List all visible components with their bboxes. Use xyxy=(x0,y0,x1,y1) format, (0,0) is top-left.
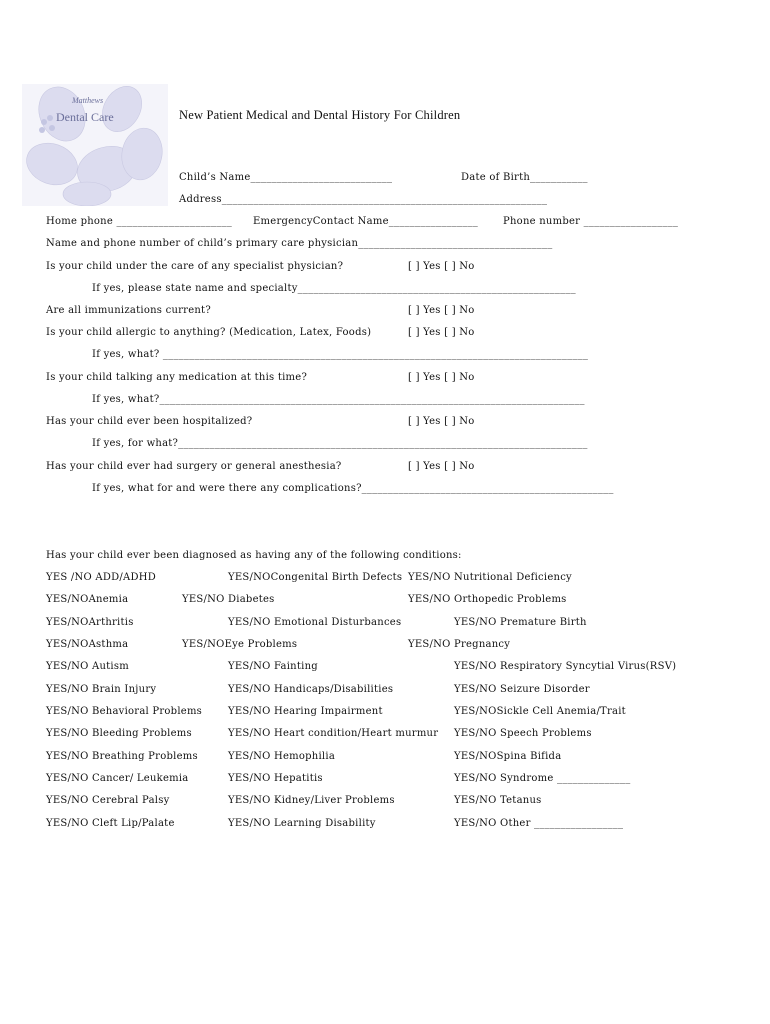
question-medication: Is your child talking any medication at this time? xyxy=(46,372,308,383)
condition-item[interactable]: YES/NO Seizure Disorder xyxy=(454,684,590,695)
condition-item[interactable]: YES/NO Cleft Lip/Palate xyxy=(46,818,175,829)
emergency-contact-field[interactable]: EmergencyContact Name_________________ xyxy=(253,216,478,227)
condition-item[interactable]: YES/NOSpina Bifida xyxy=(454,751,562,762)
condition-item[interactable]: YES/NO Emotional Disturbances xyxy=(228,617,402,628)
question-allergic: Is your child allergic to anything? (Medication, Latex, Foods) xyxy=(46,327,372,338)
condition-item[interactable]: YES/NOArthritis xyxy=(46,617,134,628)
condition-item[interactable]: YES/NO Orthopedic Problems xyxy=(408,594,567,605)
yes-no-checkbox[interactable]: [ ] Yes [ ] No xyxy=(408,261,475,272)
condition-item[interactable]: YES/NO Hepatitis xyxy=(228,773,323,784)
condition-item[interactable]: YES/NO Speech Problems xyxy=(454,728,592,739)
date-of-birth-field[interactable]: Date of Birth___________ xyxy=(461,172,588,183)
home-phone-field[interactable]: Home phone ______________________ xyxy=(46,216,232,227)
condition-item[interactable]: YES/NO Premature Birth xyxy=(454,617,587,628)
question-hospitalized: Has your child ever been hospitalized? xyxy=(46,416,253,427)
condition-item[interactable]: YES/NO Nutritional Deficiency xyxy=(408,572,572,583)
address-field[interactable]: Address______________________________________________________________ xyxy=(179,194,548,205)
condition-item[interactable]: YES/NO Pregnancy xyxy=(408,639,511,650)
medication-what-field[interactable]: If yes, what?_________________________________________________________________________________ xyxy=(92,394,585,405)
condition-item[interactable]: YES/NO Other _________________ xyxy=(454,818,624,829)
question-surgery: Has your child ever had surgery or general anesthesia? xyxy=(46,461,342,472)
condition-item[interactable]: YES/NOEye Problems xyxy=(182,639,298,650)
physician-field[interactable]: Name and phone number of child’s primary care physician_____________________________________ xyxy=(46,238,553,249)
allergy-what-field[interactable]: If yes, what? _________________________________________________________________________________ xyxy=(92,349,589,360)
conditions-heading: Has your child ever been diagnosed as having any of the following conditions: xyxy=(46,550,462,561)
condition-item[interactable]: YES/NOAnemia xyxy=(46,594,129,605)
question-immunizations: Are all immunizations current? xyxy=(46,305,211,316)
condition-item[interactable]: YES/NOCongenital Birth Defects xyxy=(228,572,403,583)
page-title: New Patient Medical and Dental History For Children xyxy=(179,108,461,122)
condition-item[interactable]: YES/NO Heart condition/Heart murmur xyxy=(228,728,439,739)
logo-practice-name: Dental Care xyxy=(56,110,114,124)
yes-no-checkbox[interactable]: [ ] Yes [ ] No xyxy=(408,305,475,316)
condition-item[interactable]: YES/NO Learning Disability xyxy=(228,818,376,829)
condition-item[interactable]: YES/NO Bleeding Problems xyxy=(46,728,192,739)
logo-script-text: Matthews xyxy=(72,96,104,105)
phone-number-field[interactable]: Phone number __________________ xyxy=(503,216,679,227)
condition-item[interactable]: YES/NO Autism xyxy=(46,661,129,672)
specialty-field[interactable]: If yes, please state name and specialty_____________________________________________________ xyxy=(92,283,576,294)
condition-item[interactable]: YES/NO Kidney/Liver Problems xyxy=(228,795,395,806)
yes-no-checkbox[interactable]: [ ] Yes [ ] No xyxy=(408,416,475,427)
hospitalized-for-what-field[interactable]: If yes, for what?______________________________________________________________________________ xyxy=(92,438,588,449)
condition-item[interactable]: YES/NOSickle Cell Anemia/Trait xyxy=(454,706,626,717)
yes-no-checkbox[interactable]: [ ] Yes [ ] No xyxy=(408,327,475,338)
condition-item[interactable]: YES/NO Cerebral Palsy xyxy=(46,795,170,806)
surgery-complications-field[interactable]: If yes, what for and were there any complications?________________________________________________ xyxy=(92,483,614,494)
child-name-field[interactable]: Child’s Name___________________________ xyxy=(179,172,393,183)
condition-item[interactable]: YES/NO Hemophilia xyxy=(228,751,336,762)
practice-logo xyxy=(22,84,168,206)
condition-item[interactable]: YES/NO Brain Injury xyxy=(46,684,157,695)
condition-item[interactable]: YES/NO Syndrome ______________ xyxy=(454,773,631,784)
question-specialist: Is your child under the care of any specialist physician? xyxy=(46,261,344,272)
condition-item[interactable]: YES/NO Handicaps/Disabilities xyxy=(228,684,394,695)
condition-item[interactable]: YES/NO Fainting xyxy=(228,661,318,672)
condition-item[interactable]: YES/NO Respiratory Syncytial Virus(RSV) xyxy=(454,661,677,672)
condition-item[interactable]: YES/NOAsthma xyxy=(46,639,129,650)
condition-item[interactable]: YES/NO Behavioral Problems xyxy=(46,706,203,717)
condition-item[interactable]: YES/NO Cancer/ Leukemia xyxy=(46,773,189,784)
yes-no-checkbox[interactable]: [ ] Yes [ ] No xyxy=(408,461,475,472)
condition-item[interactable]: YES /NO ADD/ADHD xyxy=(46,572,157,583)
condition-item[interactable]: YES/NO Diabetes xyxy=(182,594,275,605)
condition-item[interactable]: YES/NO Hearing Impairment xyxy=(228,706,383,717)
condition-item[interactable]: YES/NO Breathing Problems xyxy=(46,751,198,762)
condition-item[interactable]: YES/NO Tetanus xyxy=(454,795,542,806)
yes-no-checkbox[interactable]: [ ] Yes [ ] No xyxy=(408,372,475,383)
